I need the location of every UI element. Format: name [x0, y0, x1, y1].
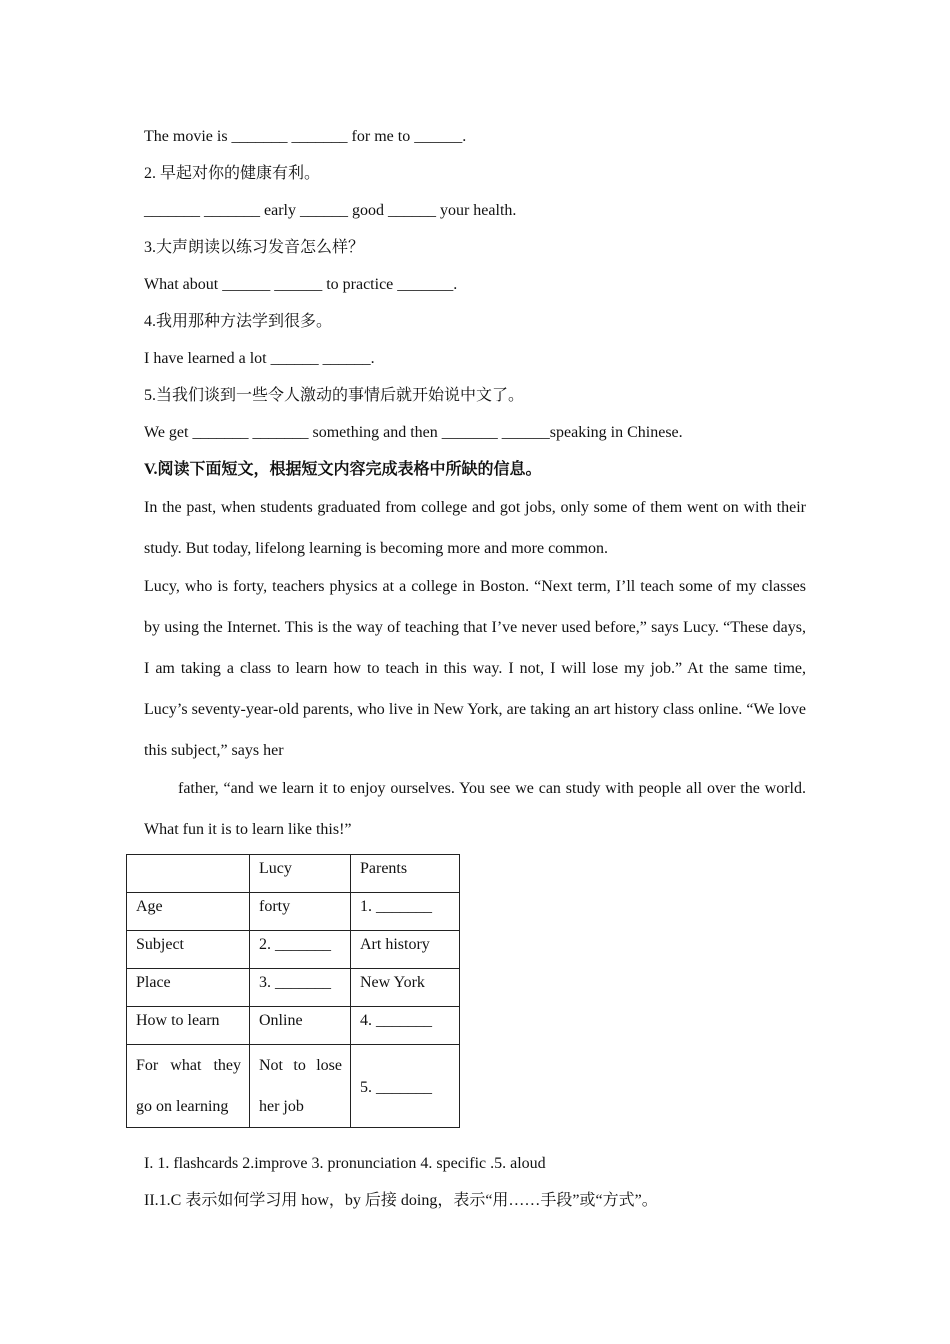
question-2-english: _______ _______ early ______ good ______ your health. — [144, 202, 517, 219]
table-cell: 1. _______ — [351, 893, 460, 931]
answer-key-section-i: I. 1. flashcards 2.improve 3. pronunciation 4. specific .5. aloud — [144, 1155, 546, 1172]
exercise-line-1: The movie is _______ _______ for me to ______. — [144, 128, 467, 145]
table-cell: Not to lose her job — [250, 1045, 351, 1128]
table-row — [127, 1007, 460, 1045]
question-4-english: I have learned a lot ______ ______. — [144, 350, 375, 367]
table-row — [127, 893, 460, 931]
table-cell: For what they go on learning — [127, 1045, 250, 1128]
table-row — [127, 969, 460, 1007]
table-row — [127, 1045, 460, 1128]
table-header-cell — [127, 855, 250, 893]
table-cell: Online — [250, 1007, 351, 1045]
table-cell: Art history — [351, 931, 460, 969]
question-5-english: We get _______ _______ something and then _______ ______speaking in Chinese. — [144, 424, 683, 441]
passage-paragraph-3-text: father, “and we learn it to enjoy ourselves. You see we can study with people all over the world. What fun it is to learn like this!” — [144, 780, 806, 838]
table-cell: How to learn — [127, 1007, 250, 1045]
table-cell: 2. _______ — [250, 931, 351, 969]
question-4-chinese: 4.我用那种方法学到很多。 — [144, 313, 333, 330]
question-5-chinese: 5.当我们谈到一些令人激动的事情后就开始说中文了。 — [144, 387, 525, 404]
table-cell: Place — [127, 969, 250, 1007]
answer-key-section-ii: II.1.C 表示如何学习用 how，by 后接 doing，表示“用……手段”或“方式”。 — [144, 1192, 658, 1209]
table-cell: 3. _______ — [250, 969, 351, 1007]
passage-paragraph-3 — [144, 768, 806, 850]
table-cell: Subject — [127, 931, 250, 969]
table-cell: forty — [250, 893, 351, 931]
question-3-english: What about ______ ______ to practice _______. — [144, 276, 458, 293]
table-cell: 4. _______ — [351, 1007, 460, 1045]
table-header-cell: Parents — [351, 855, 460, 893]
info-table — [126, 854, 460, 1128]
passage-paragraph-1: In the past, when students graduated from college and got jobs, only some of them went on with their study. But today, lifelong learning is becoming more and more common. — [144, 499, 806, 557]
table-cell: New York — [351, 969, 460, 1007]
table-cell: 5. _______ — [351, 1045, 460, 1128]
table-header-row — [127, 855, 460, 893]
question-2-chinese: 2. 早起对你的健康有利。 — [144, 165, 321, 182]
section-v-heading: V.阅读下面短文，根据短文内容完成表格中所缺的信息。 — [144, 461, 542, 478]
table-cell: Age — [127, 893, 250, 931]
table-row — [127, 931, 460, 969]
passage-paragraph-2: Lucy, who is forty, teachers physics at a college in Boston. “Next term, I’ll teach some of my classes by using the Internet. This is the way of teaching that I’ve never used before,” says Lucy. “These days, I am taking a class to learn how to teach in this way. I not, I will lose my job.” At the same time, Lucy’s seventy-year-old parents, who live in New York, are taking an art history class online. “We love this subject,” says her — [144, 578, 806, 759]
table-header-cell: Lucy — [250, 855, 351, 893]
question-3-chinese: 3.大声朗读以练习发音怎么样？ — [144, 239, 365, 256]
